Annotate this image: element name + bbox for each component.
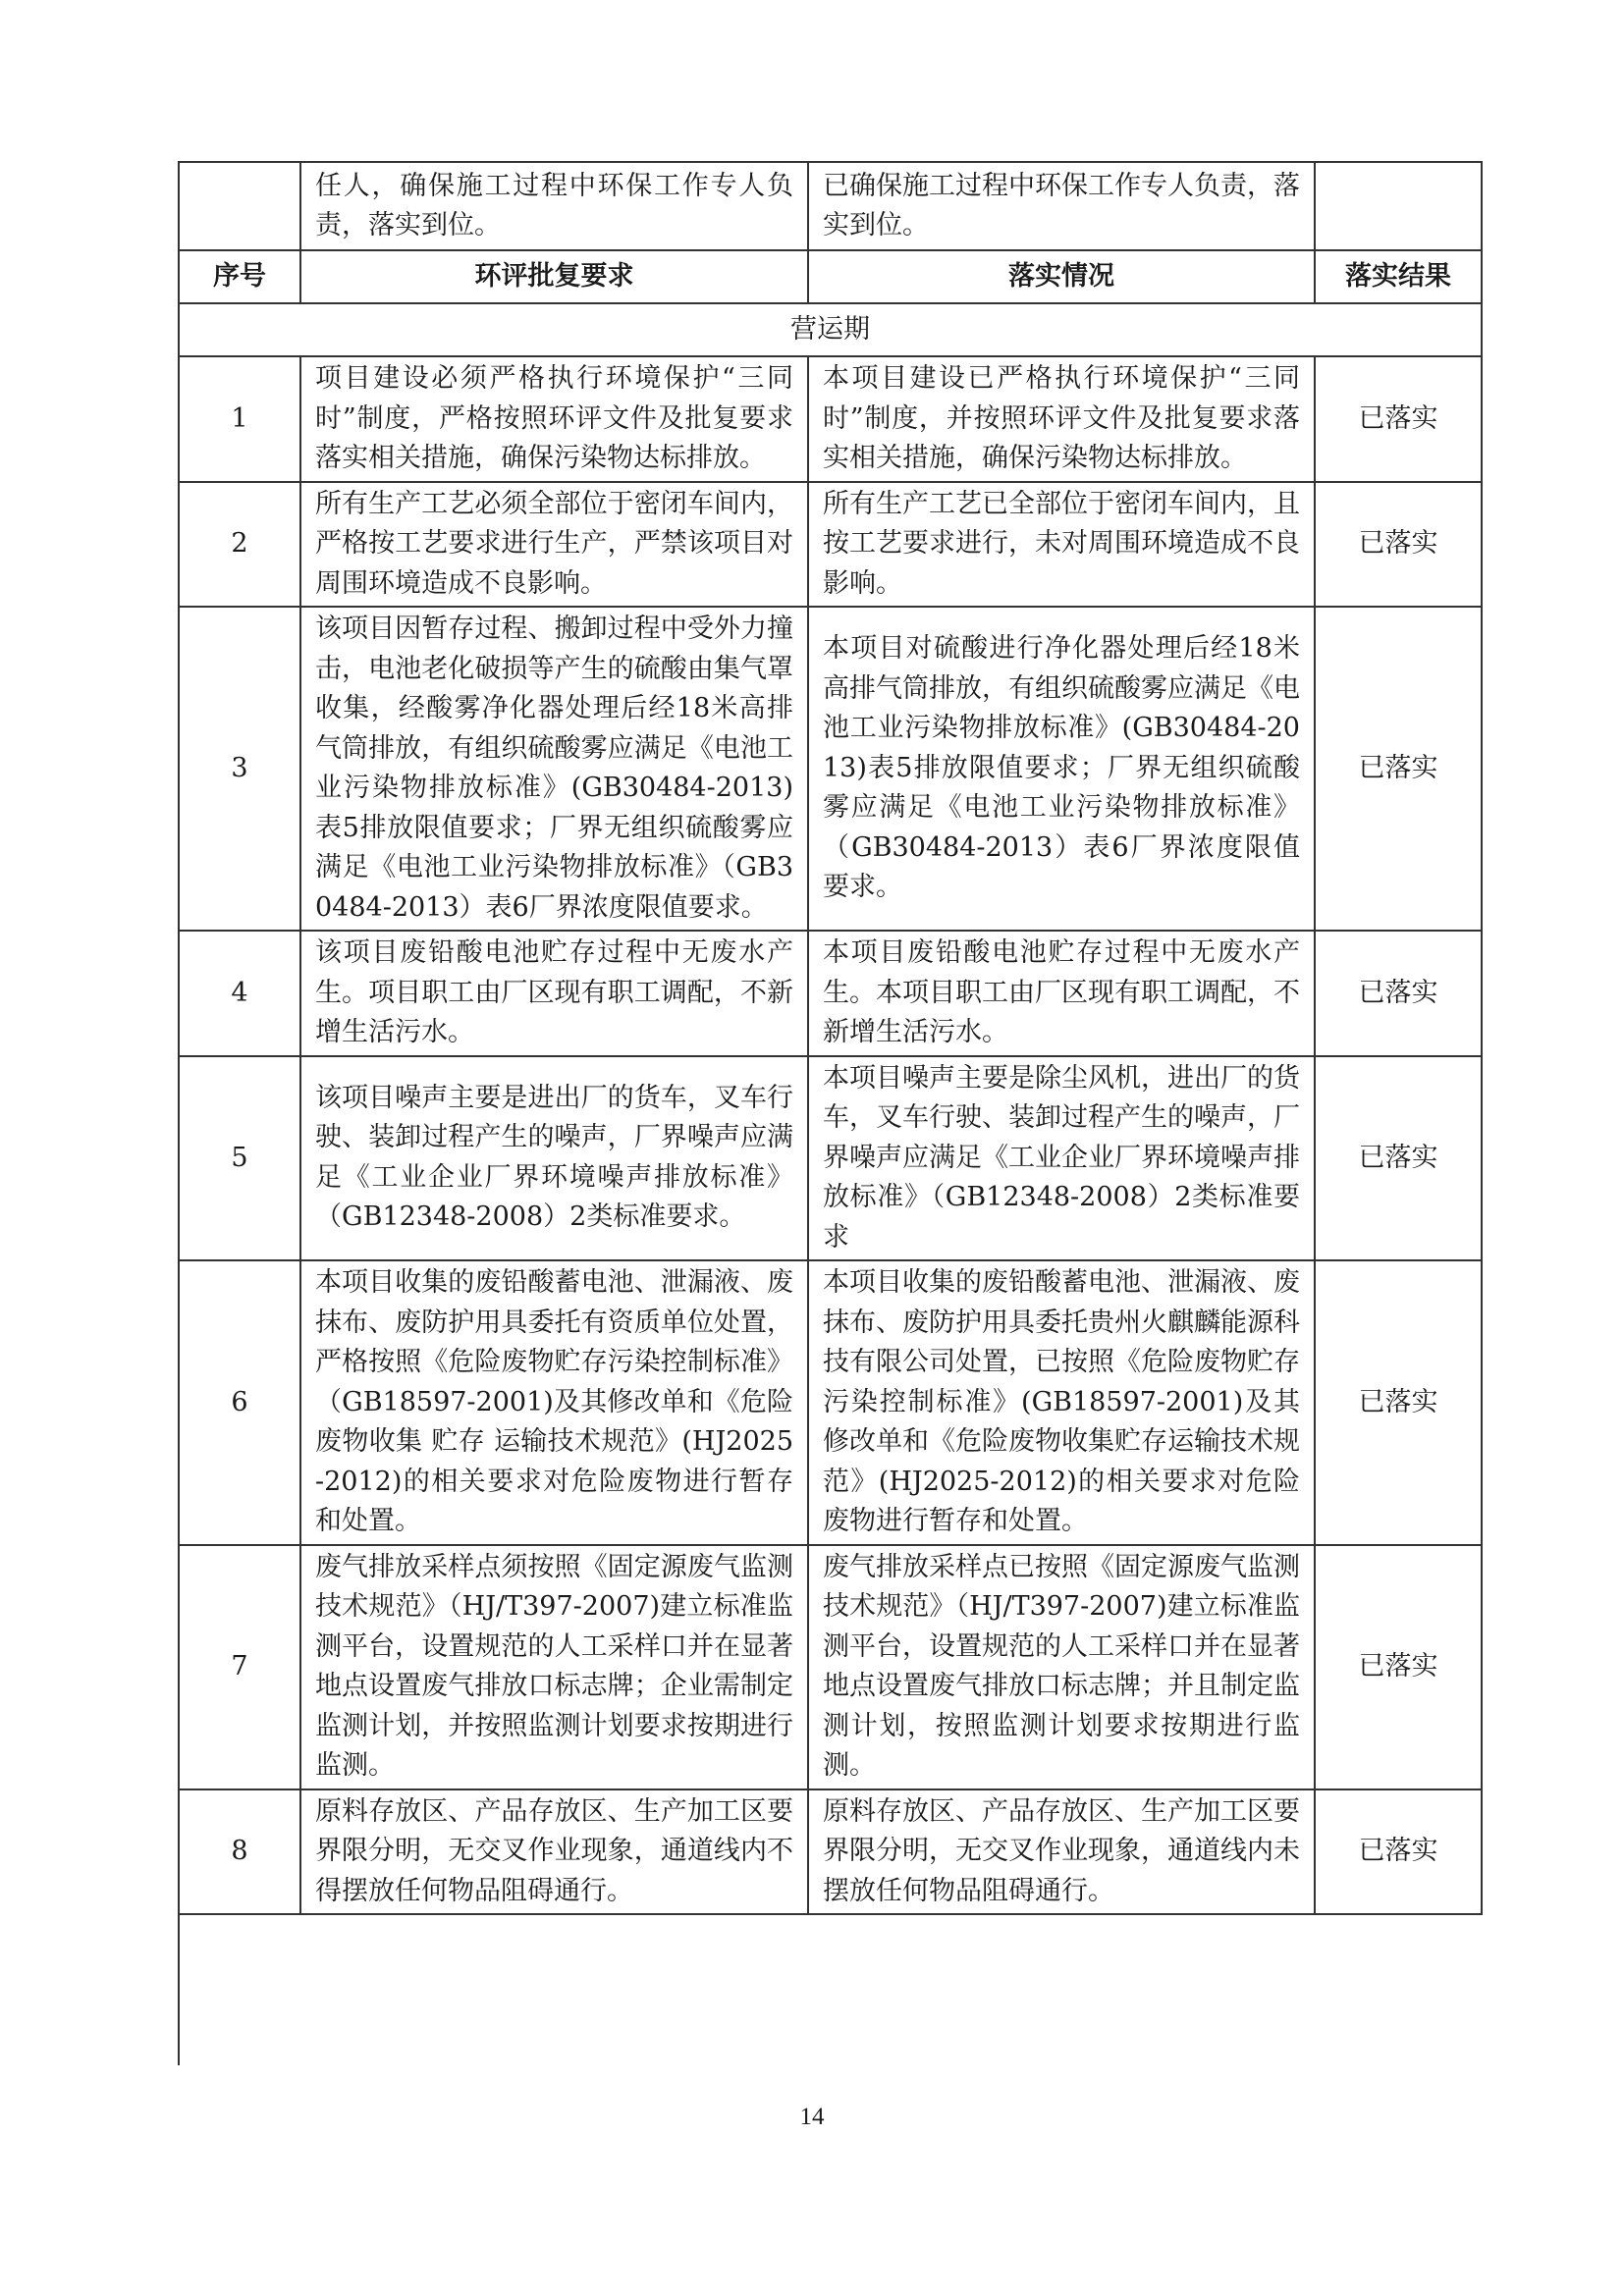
row-result: 已落实 [1315,1260,1482,1545]
section-row [179,303,1482,356]
row-result: 已落实 [1315,1789,1482,1915]
table-row [179,1056,1482,1261]
row-result: 已落实 [1315,1056,1482,1261]
table-row [179,931,1482,1056]
row-implementation: 原料存放区、产品存放区、生产加工区要界限分明，无交叉作业现象，通道线内未摆放任何物品阻碍通行。 [808,1789,1315,1915]
row-requirement: 项目建设必须严格执行环境保护“三同时”制度，严格按照环评文件及批复要求落实相关措施，确保污染物达标排放。 [300,356,808,482]
row-seq: 6 [179,1260,300,1545]
row-requirement: 本项目收集的废铅酸蓄电池、泄漏液、废抹布、废防护用具委托有资质单位处置，严格按照《危险废物贮存污染控制标准》（GB18597-2001)及其修改单和《危险废物收集 贮存 运输技术规范》(HJ2025-2012)的相关要求对危险废物进行暂存和处置。 [300,1260,808,1545]
row-result: 已落实 [1315,482,1482,608]
continuation-implementation: 已确保施工过程中环保工作专人负责，落实到位。 [808,162,1315,250]
row-requirement: 所有生产工艺必须全部位于密闭车间内，严格按工艺要求进行生产，严禁该项目对周围环境造成不良影响。 [300,482,808,608]
row-requirement: 该项目噪声主要是进出厂的货车，叉车行驶、装卸过程产生的噪声，厂界噪声应满足《工业企业厂界环境噪声排放标准》（GB12348-2008）2类标准要求。 [300,1056,808,1261]
row-requirement: 该项目因暂存过程、搬卸过程中受外力撞击，电池老化破损等产生的硫酸由集气罩收集，经酸雾净化器处理后经18米高排气筒排放，有组织硫酸雾应满足《电池工业污染物排放标准》(GB30484-2013)表5排放限值要求；厂界无组织硫酸雾应满足《电池工业污染物排放标准》（GB30484-2013）表6厂界浓度限值要求。 [300,607,808,931]
row-seq: 3 [179,607,300,931]
row-result: 已落实 [1315,1545,1482,1789]
header-seq: 序号 [179,250,300,303]
row-implementation: 本项目噪声主要是除尘风机，进出厂的货车，叉车行驶、装卸过程产生的噪声，厂界噪声应满足《工业企业厂界环境噪声排放标准》（GB12348-2008）2类标准要求 [808,1056,1315,1261]
header-result: 落实结果 [1315,250,1482,303]
compliance-table [178,161,1483,1915]
table-body [179,356,1482,1914]
row-seq: 5 [179,1056,300,1261]
table-row [179,482,1482,608]
continuation-row [179,162,1482,250]
table-row [179,607,1482,931]
row-implementation: 本项目对硫酸进行净化器处理后经18米高排气筒排放，有组织硫酸雾应满足《电池工业污染物排放标准》(GB30484-2013)表5排放限值要求；厂界无组织硫酸雾应满足《电池工业污染物排放标准》（GB30484-2013）表6厂界浓度限值要求。 [808,607,1315,931]
row-requirement: 原料存放区、产品存放区、生产加工区要界限分明，无交叉作业现象，通道线内不得摆放任何物品阻碍通行。 [300,1789,808,1915]
row-result: 已落实 [1315,607,1482,931]
row-implementation: 废气排放采样点已按照《固定源废气监测技术规范》（HJ/T397-2007)建立标准监测平台，设置规范的人工采样口并在显著地点设置废气排放口标志牌；并且制定监测计划，按照监测计划要求按期进行监测。 [808,1545,1315,1789]
row-seq: 2 [179,482,300,608]
row-implementation: 本项目废铅酸电池贮存过程中无废水产生。本项目职工由厂区现有职工调配，不新增生活污水。 [808,931,1315,1056]
table-row [179,1789,1482,1915]
row-seq: 8 [179,1789,300,1915]
header-implementation: 落实情况 [808,250,1315,303]
section-label: 营运期 [179,303,1482,356]
header-row [179,250,1482,303]
continuation-requirement: 任人，确保施工过程中环保工作专人负责，落实到位。 [300,162,808,250]
table-row [179,1260,1482,1545]
continuation-result-cell [1315,162,1482,250]
row-seq: 7 [179,1545,300,1789]
table-row [179,1545,1482,1789]
table-row [179,356,1482,482]
row-requirement: 该项目废铅酸电池贮存过程中无废水产生。项目职工由厂区现有职工调配，不新增生活污水。 [300,931,808,1056]
row-requirement: 废气排放采样点须按照《固定源废气监测技术规范》（HJ/T397-2007)建立标准监测平台，设置规范的人工采样口并在显著地点设置废气排放口标志牌；企业需制定监测计划，并按照监测计划要求按期进行监测。 [300,1545,808,1789]
page-number: 14 [799,2104,825,2130]
row-seq: 4 [179,931,300,1056]
header-requirement: 环评批复要求 [300,250,808,303]
row-implementation: 本项目建设已严格执行环境保护“三同时”制度，并按照环评文件及批复要求落实相关措施，确保污染物达标排放。 [808,356,1315,482]
row-seq: 1 [179,356,300,482]
row-implementation: 本项目收集的废铅酸蓄电池、泄漏液、废抹布、废防护用具委托贵州火麒麟能源科技有限公司处置，已按照《危险废物贮存污染控制标准》(GB18597-2001)及其修改单和《危险废物收集贮存运输技术规范》(HJ2025-2012)的相关要求对危险废物进行暂存和处置。 [808,1260,1315,1545]
row-result: 已落实 [1315,356,1482,482]
row-implementation: 所有生产工艺已全部位于密闭车间内，且按工艺要求进行，未对周围环境造成不良影响。 [808,482,1315,608]
row-result: 已落实 [1315,931,1482,1056]
continuation-seq-cell [179,162,300,250]
